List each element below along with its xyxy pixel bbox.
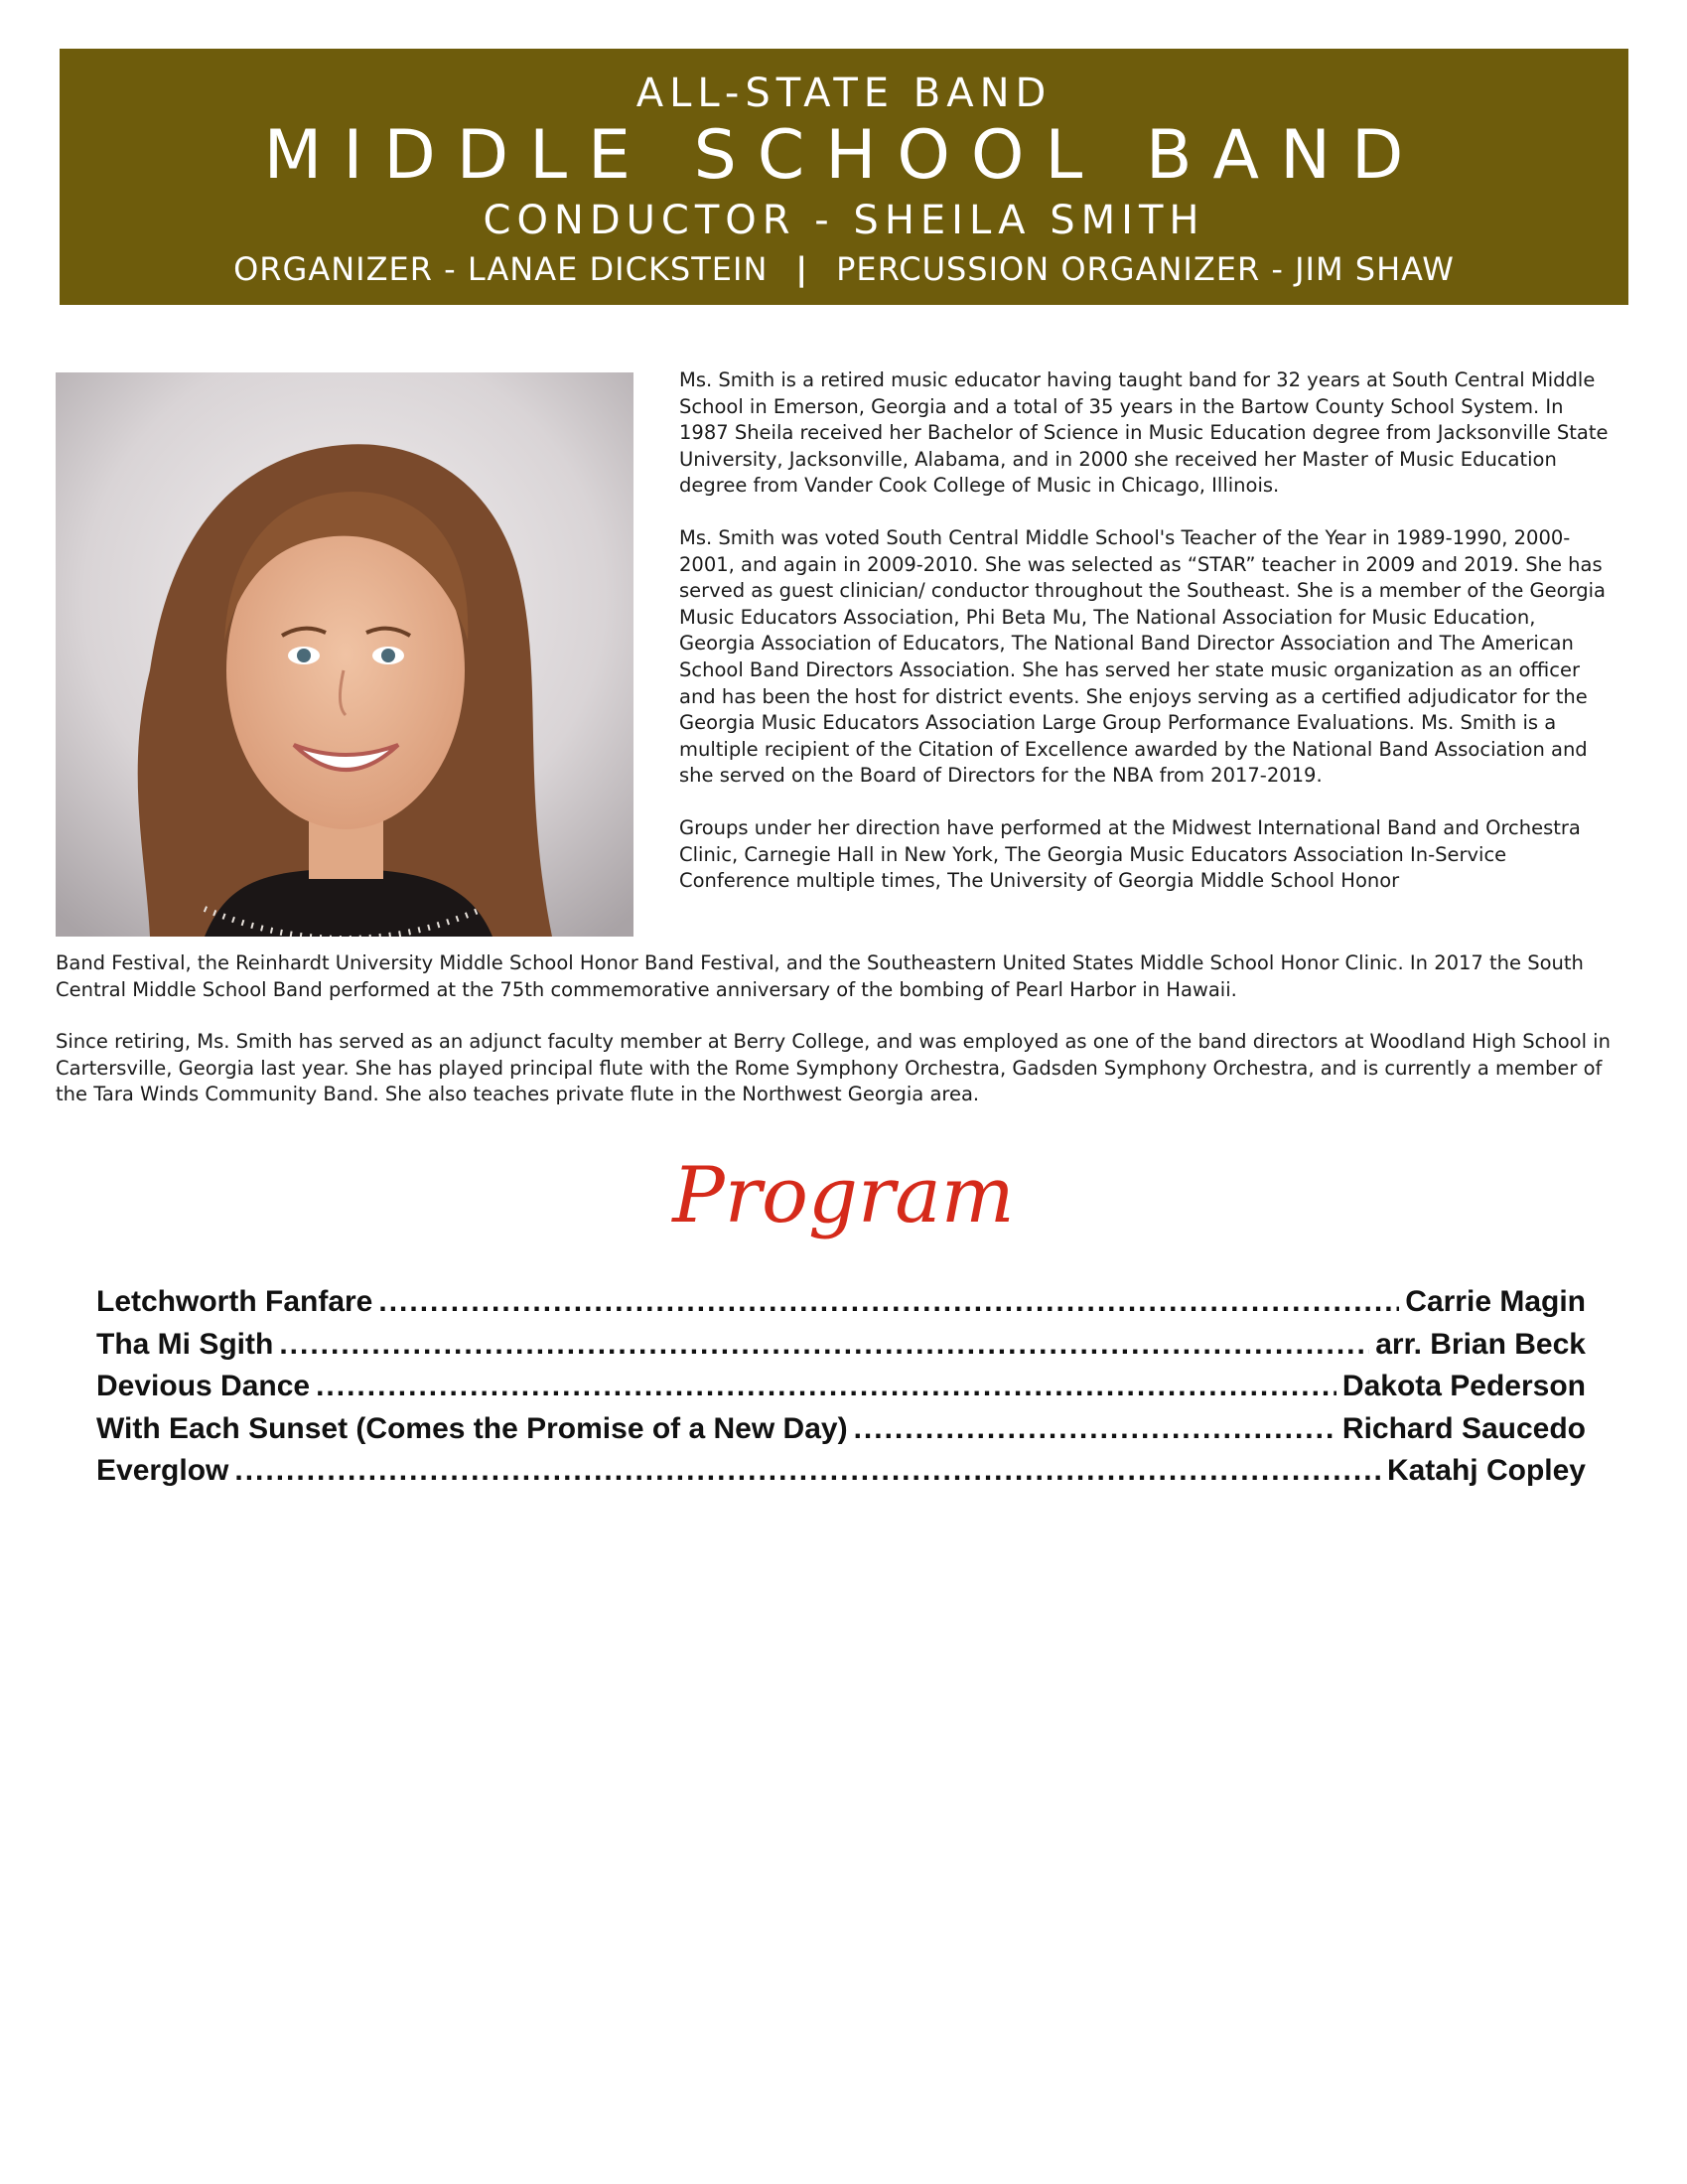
program-piece-title: Devious Dance [96, 1370, 311, 1402]
dot-leader [378, 1285, 1399, 1319]
program-composer: Richard Saucedo [1341, 1411, 1586, 1445]
conductor-photo [56, 372, 633, 937]
program-piece-title: Tha Mi Sgith [96, 1327, 274, 1361]
header-banner [60, 49, 1628, 305]
program-piece-title: Everglow [96, 1454, 229, 1487]
program-heading: Program [672, 1151, 1015, 1240]
program-item [96, 1370, 1586, 1412]
header-ensemble-label: ALL-STATE BAND [635, 71, 1053, 116]
dot-leader [854, 1412, 1336, 1446]
program-composer: Dakota Pederson [1341, 1370, 1586, 1402]
program-item [96, 1285, 1586, 1328]
program-item [96, 1412, 1586, 1455]
bio-upper [679, 367, 1615, 895]
page-title: MIDDLE SCHOOL BAND [263, 116, 1425, 195]
dot-leader [279, 1328, 1369, 1362]
dot-leader [234, 1454, 1381, 1488]
program-piece-title: Letchworth Fanfare [96, 1285, 373, 1318]
program-item [96, 1454, 1586, 1497]
program-list [96, 1285, 1586, 1497]
conductor-line: CONDUCTOR - SHEILA SMITH [483, 198, 1205, 243]
bio-paragraph-2: Ms. Smith was voted South Central Middle School's Teacher of the Year in 1989-1990, 2000-2001, and again in 2009-2010. She was selected as “STAR” teacher in 2009 and 2019. She has served as guest clinician/ conductor throughout the Southeast. She is a member of the Georgia Music Educators Association, Phi Beta Mu, The National Association for Music Education, Georgia Association of Educators, The National Band Director Association and The American School Band Directors Association. She has served her state music organization as an officer and has been the host for district events. She enjoys serving as a certified adjudicator for the Georgia Music Educators Association Large Group Performance Evaluations. Ms. Smith is a multiple recipient of the Citation of Excellence awarded by the National Band Association and she served on the Board of Directors for the NBA from 2017-2019. [679, 525, 1607, 788]
program-composer: Carrie Magin [1405, 1285, 1586, 1318]
bio-paragraph-3-end: Band Festival, the Reinhardt University Middle School Honor Band Festival, and the Southeastern United States Middle School Honor Clinic. In 2017 the South Central Middle School Band performed at the 75th commemorative anniversary of the bombing of Pearl Harbor in Hawaii. [56, 951, 1584, 1001]
percussion-organizer-label: PERCUSSION ORGANIZER - JIM SHAW [836, 250, 1455, 288]
program-piece-title: With Each Sunset (Comes the Promise of a New Day) [96, 1411, 848, 1445]
bio-paragraph-3-start: Groups under her direction have performed at the Midwest International Band and Orchestra Clinic, Carnegie Hall in New York, The Georgia Music Educators Association In-Service Conference multiple times, The University of Georgia Middle School Honor [679, 815, 1581, 893]
organizer-label: ORGANIZER - LANAE DICKSTEIN [233, 250, 769, 288]
bio-paragraph-4: Since retiring, Ms. Smith has served as an adjunct faculty member at Berry College, and was employed as one of the band directors at Woodland High School in Cartersville, Georgia last year. She has played principal flute with the Rome Symphony Orchestra, Gadsden Symphony Orchestra, and is currently a member of the Tara Winds Community Band. She also teaches private flute in the Northwest Georgia area. [56, 1030, 1611, 1106]
dot-leader [316, 1370, 1336, 1403]
organizer-separator: | [795, 250, 809, 288]
program-composer: arr. Brian Beck [1375, 1327, 1586, 1361]
program-composer: Katahj Copley [1386, 1454, 1586, 1487]
program-item [96, 1328, 1586, 1371]
organizers-line [60, 250, 1628, 288]
bio-paragraph-1: Ms. Smith is a retired music educator having taught band for 32 years at South Central Middle School in Emerson, Georgia and a total of 35 years in the Bartow County School System. In 1987 Sheila received her Bachelor of Science in Music Education degree from Jacksonville State University, Jacksonville, Alabama, and in 2000 she received her Master of Music Education degree from Vander Cook College of Music in Chicago, Illinois. [679, 368, 1609, 498]
bio-lower [56, 950, 1615, 1134]
